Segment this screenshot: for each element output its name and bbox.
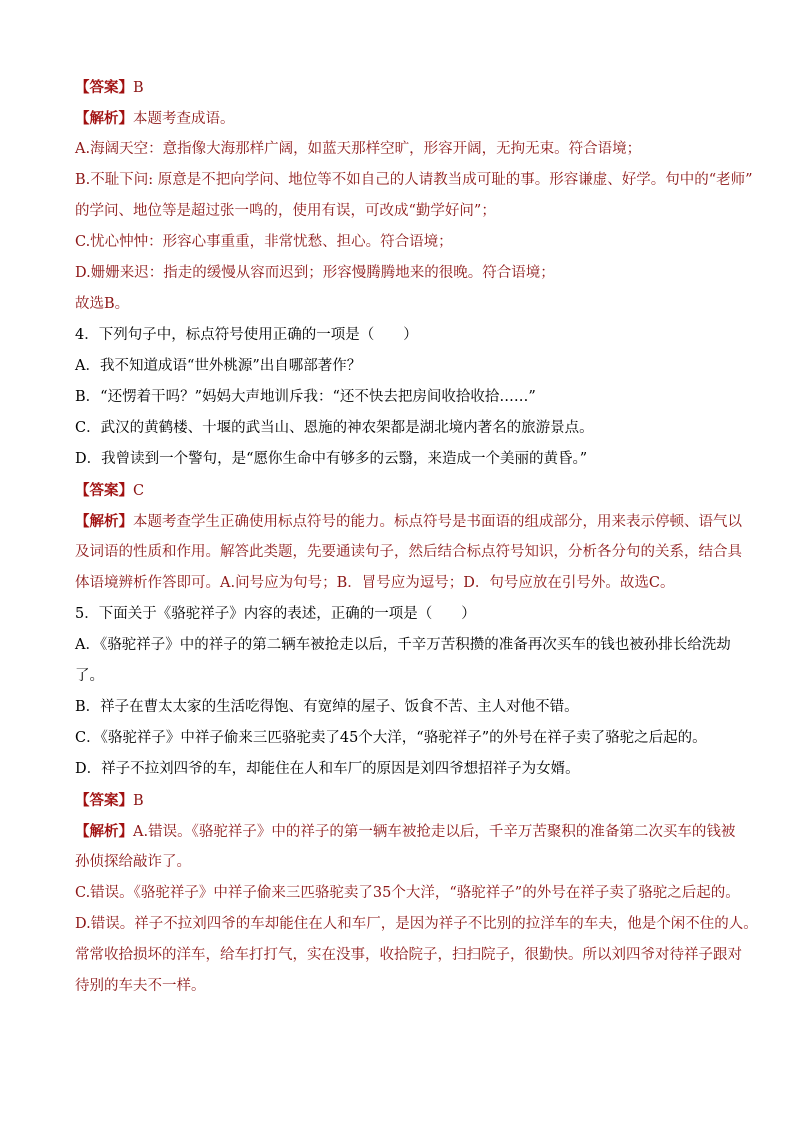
analysis-text: 本题考查学生正确使用标点符号的能力。标点符号是书面语的组成部分，用来表示停顿、语气以	[133, 514, 742, 530]
question-option: B．“还愣着干吗？”妈妈大声地训斥我：“还不快去把房间收拾收拾……”	[75, 389, 536, 405]
analysis-tag: 【解析】	[75, 823, 133, 840]
analysis-line	[75, 822, 736, 841]
analysis-text: C.错误。《骆驼祥子》中祥子偷来三匹骆驼卖了35个大洋，“骆驼祥子”的外号在祥子卖了骆驼之后起的。	[75, 885, 740, 901]
answer-line	[75, 481, 725, 500]
answer-value: B	[133, 793, 144, 809]
question-option: C．武汉的黄鹤楼、十堰的武当山、恩施的神农架都是湖北境内著名的旅游景点。	[75, 420, 594, 436]
analysis-text: 故选B。	[75, 296, 130, 312]
analysis-line	[75, 109, 725, 128]
analysis-text: 孙侦探给敲诈了。	[75, 854, 191, 870]
analysis-text: A.海阔天空：意指像大海那样广阔，如蓝天那样空旷，形容开阔，无拘无束。符合语境；	[75, 141, 642, 157]
analysis-text: 常常收拾损坏的洋车，给车打打气，实在没事，收拾院子，扫扫院子，很勤快。所以刘四爷对待祥子跟对	[75, 947, 742, 963]
question-stem: 5．下面关于《骆驼祥子》内容的表述，正确的一项是（ ）	[75, 606, 476, 622]
analysis-text: 的学问、地位等是超过张一鸣的，使用有误，可改成“勤学好问”；	[75, 203, 496, 219]
answer-value: B	[133, 80, 144, 96]
answer-tag: 【答案】	[75, 482, 133, 499]
document-page	[75, 78, 758, 996]
analysis-text: D.错误。祥子不拉刘四爷的车却能住在人和车厂，是因为祥子不比别的拉洋车的车夫，他是个闲不住的人。	[75, 916, 758, 932]
analysis-line	[75, 512, 742, 531]
analysis-tag: 【解析】	[75, 513, 133, 530]
question-option-continuation: 了。	[75, 668, 104, 684]
answer-tag: 【答案】	[75, 79, 133, 96]
analysis-text: 本题考查成语。	[133, 111, 235, 127]
question-option: D．祥子不拉刘四爷的车，却能住在人和车厂的原因是刘四爷想招祥子为女婿。	[75, 761, 580, 777]
analysis-text: 体语境辨析作答即可。A.问号应为句号；B．冒号应为逗号；D．句号应放在引号外。故选C。	[75, 575, 675, 591]
answer-value: C	[133, 483, 145, 499]
analysis-text: 及词语的性质和作用。解答此类题，先要通读句子，然后结合标点符号知识，分析各分句的关系，结合具	[75, 544, 742, 560]
analysis-text: C.忧心忡忡：形容心事重重，非常忧愁、担心。符合语境；	[75, 234, 453, 250]
question-option: A．我不知道成语“世外桃源”出自哪部著作？	[75, 358, 362, 374]
question-option: A．《骆驼祥子》中的祥子的第二辆车被抢走以后，千辛万苦积攒的准备再次买车的钱也被孙排长给洗劫	[75, 637, 731, 653]
analysis-text: 待别的车夫不一样。	[75, 978, 206, 994]
analysis-text: B.不耻下问: 原意是不把向学问、地位等不如自己的人请教当成可耻的事。形容谦虚、好学。句中的“老师”	[75, 172, 753, 188]
answer-line	[75, 791, 725, 810]
answer-tag: 【答案】	[75, 792, 133, 809]
analysis-text: D.姗姗来迟：指走的缓慢从容而迟到；形容慢腾腾地来的很晚。符合语境；	[75, 265, 555, 281]
question-option: D．我曾读到一个警句，是“愿你生命中有够多的云翳，来造成一个美丽的黄昏。”	[75, 451, 588, 467]
question-option: C．《骆驼祥子》中祥子偷来三匹骆驼卖了45个大洋，“骆驼祥子”的外号在祥子卖了骆驼之后起的。	[75, 730, 707, 746]
analysis-tag: 【解析】	[75, 110, 133, 127]
answer-line	[75, 78, 725, 97]
question-stem: 4．下列句子中，标点符号使用正确的一项是（ ）	[75, 327, 418, 343]
analysis-text: A.错误。《骆驼祥子》中的祥子的第一辆车被抢走以后，千辛万苦聚积的准备第二次买车的钱被	[133, 824, 736, 840]
question-option: B．祥子在曹太太家的生活吃得饱、有宽绰的屋子、饭食不苦、主人对他不错。	[75, 699, 579, 715]
